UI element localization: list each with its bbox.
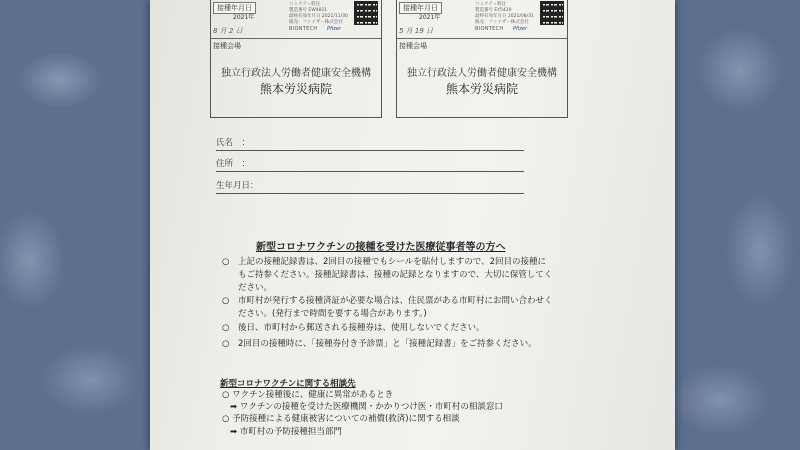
birthdate-field[interactable] xyxy=(216,177,524,194)
venue-label: 接種会場 xyxy=(399,42,427,50)
brand-pfizer: Pfizer xyxy=(513,26,528,32)
record-handwritten-date: 8 月 2 日 xyxy=(213,27,243,35)
circle-bullet-icon: ○ xyxy=(222,257,230,267)
record-handwritten-date: 5 月 19 日 xyxy=(399,27,434,35)
venue-label: 接種会場 xyxy=(213,42,241,50)
brand-pfizer: Pfizer xyxy=(327,26,342,32)
vaccination-record-box-2 xyxy=(396,0,568,118)
organization-name: 独立行政法人労働者健康安全機構 xyxy=(221,68,371,79)
sticker-line: 販売：ファイザー株式会社 xyxy=(289,20,343,25)
consultation-sub-item xyxy=(230,426,342,438)
consultation-item xyxy=(222,413,460,425)
consultation-sub-item xyxy=(230,401,503,413)
arrow-right-icon: ➡ xyxy=(230,402,238,412)
arrow-right-icon: ➡ xyxy=(230,427,238,437)
sticker-line: コミナティ筋注 xyxy=(475,2,507,7)
circle-bullet-icon: ○ xyxy=(222,323,230,333)
consultation-sub-text: 市町村の予防接種担当部門 xyxy=(239,427,342,437)
circle-bullet-icon: ○ xyxy=(222,339,230,349)
consultation-item-text: 予防接種による健康被害についての補償(救済)に関する相談 xyxy=(232,414,460,424)
sticker-line: コミナティ筋注 xyxy=(289,2,321,7)
vaccine-lot-sticker xyxy=(475,2,567,36)
vaccination-record-box-1 xyxy=(210,0,382,118)
record-date-label: 接種年月日 xyxy=(399,2,442,14)
sticker-line: 最終有効年月日 2021/08/31 xyxy=(475,14,534,19)
hospital-name: 熊本労災病院 xyxy=(445,82,518,96)
record-date-area xyxy=(397,0,567,39)
notice-item-text: 市町村が発行する接種済証が必要な場合は、住民票がある市町村にお問い合わせください。(発行まで時間を要する場合があります。) xyxy=(238,296,553,319)
hospital-name: 熊本労災病院 xyxy=(259,82,332,96)
consultation-item xyxy=(222,389,393,401)
consultation-sub-text: ワクチンの接種を受けた医療機関・かかりつけ医・市町村の相談窓口 xyxy=(239,402,503,412)
notice-item-text: 上記の接種記録書は、2回目の接種でもシールを貼付しますので、2回目の接種にもご持参ください。接種記録書は、接種の記録となりますので、大切に保管してください。 xyxy=(238,257,553,293)
consultation-title: 新型コロナワクチンに関する相談先 xyxy=(220,379,356,389)
consultation-item-text: ワクチン接種後に、健康に異常があるとき xyxy=(232,390,394,400)
address-field[interactable] xyxy=(216,155,524,172)
record-year: 2021年 xyxy=(419,14,441,21)
record-date-label: 接種年月日 xyxy=(213,2,256,14)
circle-bullet-icon: ○ xyxy=(222,390,230,400)
brand-biontech: BIONTECH xyxy=(475,26,504,32)
notice-item-text: 後日、市町村から郵送される接種券は、使用しないでください。 xyxy=(238,323,485,333)
birthdate-field-label: 生年月日： xyxy=(216,181,259,191)
notice-item xyxy=(224,295,554,321)
notice-title: 新型コロナワクチンの接種を受けた医療従事者等の方へ xyxy=(256,242,506,253)
name-field[interactable] xyxy=(216,134,524,151)
notice-item xyxy=(224,338,554,351)
circle-bullet-icon: ○ xyxy=(222,296,230,306)
circle-bullet-icon: ○ xyxy=(222,414,230,424)
sticker-line: 最終有効年月日 2021/11/30 xyxy=(289,14,348,19)
notice-item xyxy=(224,322,554,335)
sticker-line: 製造番号 EW4811 xyxy=(289,8,328,13)
qr-code-icon xyxy=(355,2,377,24)
document-sheet xyxy=(150,0,675,450)
record-year: 2021年 xyxy=(233,14,255,21)
qr-code-icon xyxy=(541,2,563,24)
vaccine-lot-sticker xyxy=(289,2,381,36)
sticker-line: 販売：ファイザー株式会社 xyxy=(475,20,529,25)
notice-item xyxy=(224,256,554,295)
notice-item-text: 2回目の接種時に、「接種券付き予診票」と「接種記録書」をご持参ください。 xyxy=(238,339,537,349)
sticker-line: 製造番号 EY5420 xyxy=(475,8,512,13)
name-field-label: 氏名 ： xyxy=(216,138,251,148)
organization-name: 独立行政法人労働者健康安全機構 xyxy=(407,68,557,79)
record-date-area xyxy=(211,0,381,39)
address-field-label: 住所 ： xyxy=(216,159,251,169)
brand-biontech: BIONTECH xyxy=(289,26,318,32)
